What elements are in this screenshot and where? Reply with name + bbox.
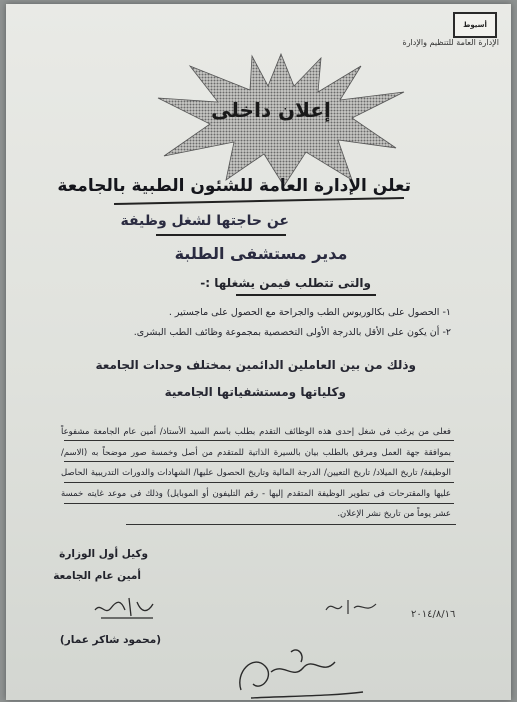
announcement-title: إعلان داخلى — [211, 98, 331, 122]
signatory-title-2: أمين عام الجامعة — [53, 570, 141, 582]
requirements-list — [61, 303, 451, 343]
date-stamp: ٢٠١٤/٨/١٦ — [411, 609, 456, 620]
signatory-title-1: وكيل أول الوزارة — [59, 548, 148, 560]
handwritten-signature — [231, 632, 371, 702]
requirements-underline — [236, 294, 376, 296]
text-underline — [64, 503, 454, 504]
eligibility-line-2: وكلياتها ومستشفياتها الجامعية — [164, 385, 346, 399]
headline-underline — [114, 197, 404, 205]
logo-mark-text: أسيوط — [463, 21, 487, 29]
application-instructions: فعلى من يرغب فى شغل إحدى هذه الوظائف التقدم بطلب باسم السيد الأستاذ/ أمين عام الجامعة مشفوعاً بموافقة جهة العمل ومرفق بالطلب بيان بالسيرة الذاتية للمتقدم من أصل وخمسة صور موضحاً به (الاسم/ الوظيفة/ تاريخ الميلاد/ تاريخ التعيين/ الدرجة المالية وتاريخ الحصول عليها/ الشهادات والدورات التدريبية الحاصل عليها والمقترحات فى تطوير الوظيفة المتقدم إليها - رقم التليفون أو الموبايل) وذلك فى موعد غايته خمسة عشر يوماً من تاريخ نشر الإعلان. — [61, 427, 451, 519]
signatory-name: (محمود شاكر عمار) — [59, 634, 161, 646]
text-underline — [64, 440, 454, 441]
university-logo — [453, 12, 497, 38]
position-intro-underline — [156, 234, 286, 236]
document-page — [6, 4, 511, 700]
position-intro: عن حاجتها لشغل وظيفة — [120, 213, 289, 229]
requirement-item: ٢- أن يكون على الأقل بالدرجة الأولى التخصصية بمجموعة وظائف الطب البشرى. — [133, 327, 451, 338]
handwritten-signature-mark — [91, 592, 161, 622]
headline: تعلن الإدارة العامة للشئون الطبية بالجامعة — [57, 176, 411, 196]
handwritten-note-mark — [322, 596, 382, 618]
eligibility-line-1: وذلك من بين العاملين الدائمين بمختلف وحدات الجامعة — [95, 358, 416, 372]
requirement-item: ١- الحصول على بكالوريوس الطب والجراحة مع الحصول على ماجستير . — [168, 307, 451, 318]
organization-name: الإدارة العامة للتنظيم والإدارة — [402, 38, 499, 47]
position-title: مدير مستشفى الطلبة — [174, 244, 348, 263]
text-underline — [64, 461, 454, 462]
requirements-intro: والتى تتطلب فيمن يشغلها :- — [200, 276, 371, 290]
text-underline — [64, 482, 454, 483]
text-underline — [126, 524, 456, 525]
